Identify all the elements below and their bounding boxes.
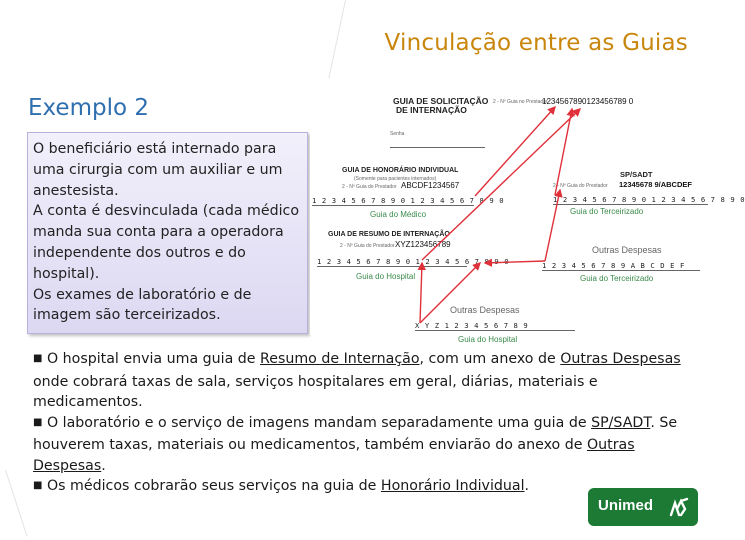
resumo-label: Guia do Hospital bbox=[356, 272, 416, 281]
bullet-text: O hospital envia uma guia de bbox=[46, 351, 261, 367]
guides-diagram bbox=[310, 95, 745, 344]
unimed-logo bbox=[588, 488, 698, 526]
bullet-square-icon: ■ bbox=[33, 353, 43, 364]
bullet-text: . bbox=[101, 457, 106, 474]
slide-title: Vinculação entre as Guias bbox=[384, 30, 688, 56]
resumo-number: XYZ123456789 bbox=[395, 240, 451, 249]
solicitacao-field-label: 2 - Nº Guia no Prestador bbox=[493, 99, 548, 105]
bullet-item bbox=[33, 349, 699, 413]
arrow-honorario bbox=[475, 107, 555, 196]
spsadt-label: Guia do Terceirizado bbox=[570, 207, 644, 216]
logo-brand-text: Unimed bbox=[598, 497, 654, 514]
honorario-boxes: 1 2 3 4 5 6 7 8 9 0 1 2 3 4 5 6 7 8 9 0 bbox=[312, 196, 505, 205]
unimed-tree-icon bbox=[668, 497, 690, 517]
description-text bbox=[33, 139, 307, 326]
arrow-outras-right-2 bbox=[485, 261, 545, 263]
spsadt-link[interactable]: SP/SADT bbox=[591, 414, 651, 431]
bullet-square-icon: ■ bbox=[33, 480, 43, 491]
outras-despesas-link[interactable]: Outras Despesas bbox=[560, 351, 681, 367]
bullet-text: . bbox=[524, 478, 530, 494]
arrow-resumo bbox=[422, 109, 580, 260]
bullet-text: onde cobrará taxas de sala, serviços hospitalares em geral, diárias, materiais e medicamentos. bbox=[33, 373, 598, 410]
spsadt-title: SP/SADT bbox=[620, 170, 653, 179]
spsadt-boxes: 1 2 3 4 5 6 7 8 9 0 1 2 3 4 5 6 7 8 9 0 bbox=[553, 195, 745, 204]
description-line: A conta é desvinculada (cada médico manda sua conta para a operadora independente dos outros e do hospital). bbox=[33, 203, 300, 282]
example-heading: Exemplo 2 bbox=[28, 95, 149, 121]
arrow-outras-right bbox=[545, 190, 560, 261]
bullet-text: O laboratório e o serviço de imagens mandam separadamente uma guia de bbox=[46, 414, 592, 431]
honorario-individual-link[interactable]: Honorário Individual bbox=[380, 478, 525, 494]
honorario-title: GUIA DE HONORÁRIO INDIVIDUAL bbox=[342, 167, 459, 174]
arrow-outras-bottom-2 bbox=[420, 263, 480, 323]
spsadt-number: 12345678 9/ABCDEF bbox=[619, 180, 692, 189]
bullet-text: , com um anexo de bbox=[419, 351, 561, 367]
senha-field-label: Senha bbox=[390, 131, 405, 137]
linking-arrows bbox=[310, 95, 745, 335]
decorative-line bbox=[328, 0, 346, 78]
description-line: O beneficiário está internado para uma cirurgia com um auxiliar e um anestesista. bbox=[33, 141, 283, 199]
arrow-outras-bottom bbox=[420, 263, 422, 323]
resumo-title: GUIA DE RESUMO DE INTERNAÇÃO bbox=[328, 231, 450, 238]
honorario-subtitle: (Somente para pacientes internados) bbox=[354, 176, 437, 182]
spsadt-field-label: 2 - Nº Guia do Prestador bbox=[553, 183, 608, 189]
arrow-spsadt bbox=[555, 109, 572, 195]
outras-right-title: Outras Despesas bbox=[592, 245, 662, 255]
bullet-square-icon: ■ bbox=[33, 416, 43, 428]
decorative-line bbox=[5, 470, 28, 537]
outras-right-label: Guia do Terceirizado bbox=[580, 274, 654, 283]
bullet-list bbox=[33, 349, 699, 499]
honorario-field-label: 2 - Nº Guia do Prestador bbox=[342, 184, 397, 190]
resumo-boxes: 1 2 3 4 5 6 7 8 9 0 1 2 3 4 5 6 7 8 9 0 bbox=[317, 257, 510, 266]
bullet-text: Os médicos cobrarão seus serviços na guia de bbox=[46, 478, 381, 494]
bullet-item bbox=[33, 413, 699, 477]
outras-bottom-label: Guia do Hospital bbox=[458, 335, 518, 344]
honorario-number: ABCDF1234567 bbox=[401, 181, 460, 190]
outras-despesas-link[interactable]: Outras Despesas bbox=[33, 437, 635, 474]
description-box bbox=[27, 132, 308, 334]
solicitacao-title-line: DE INTERNAÇÃO bbox=[396, 105, 467, 115]
solicitacao-title-line: GUIA DE SOLICITAÇÃO bbox=[393, 96, 489, 106]
description-line: Os exames de laboratório e de imagem são terceirizados. bbox=[33, 286, 252, 324]
outras-right-boxes: 1 2 3 4 5 6 7 8 9 A B C D E F bbox=[542, 261, 700, 271]
resumo-field-label: 2 - Nº Guia do Prestador bbox=[340, 243, 395, 249]
outras-bottom-boxes: X Y Z 1 2 3 4 5 6 7 8 9 bbox=[415, 321, 575, 331]
bullet-text: . Se houverem taxas, materiais ou medicamentos, também enviarão do anexo de bbox=[33, 414, 678, 453]
honorario-label: Guia do Médico bbox=[370, 210, 427, 219]
outras-bottom-title: Outras Despesas bbox=[450, 305, 520, 315]
resumo-internacao-link[interactable]: Resumo de Internação bbox=[260, 351, 420, 367]
solicitacao-number: 1234567890123456789 0 bbox=[542, 97, 634, 106]
